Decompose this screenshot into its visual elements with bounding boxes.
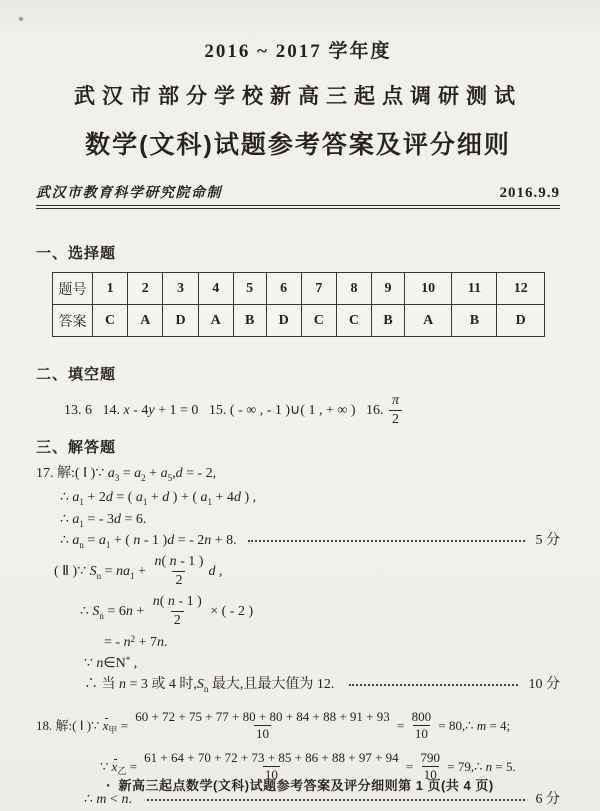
issue-date: 2016.9.9 bbox=[499, 185, 560, 201]
math-variable: S bbox=[89, 563, 97, 579]
math-text: - 1 ) bbox=[140, 533, 168, 548]
math-variable: n bbox=[154, 554, 162, 569]
fraction-numerator bbox=[419, 750, 443, 766]
math-variable: a bbox=[72, 490, 80, 505]
math-text: = bbox=[393, 717, 408, 733]
math-variable: S bbox=[196, 677, 204, 692]
answer-cell: C bbox=[301, 305, 336, 337]
dotted-leader bbox=[349, 684, 518, 686]
fraction-denominator bbox=[254, 725, 271, 742]
fraction-denominator bbox=[172, 571, 185, 589]
math-text: = 79,∴ bbox=[444, 758, 486, 774]
fraction-denominator bbox=[171, 611, 184, 629]
answer-row bbox=[53, 305, 545, 337]
issuer-row bbox=[36, 182, 560, 202]
fraction-numerator bbox=[150, 594, 205, 611]
math-text: = - bbox=[104, 635, 124, 650]
q17-line-7 bbox=[104, 633, 560, 653]
math-text: 2 bbox=[391, 412, 399, 427]
math-text: + bbox=[134, 563, 150, 579]
math-subscript: 1 bbox=[79, 519, 84, 529]
math-text: 61 + 64 + 70 + 72 + 73 + 85 + 86 + 88 + 97 + 94 bbox=[144, 750, 399, 765]
fraction-numerator bbox=[389, 393, 402, 410]
math-variable: n bbox=[169, 554, 177, 569]
answer-cell: D bbox=[497, 305, 545, 337]
math-text: 2 bbox=[173, 613, 181, 628]
math-text: , bbox=[130, 656, 138, 671]
answer-cell: A bbox=[128, 305, 163, 337]
title-school-year: 2016 ~ 2017 学年度 bbox=[204, 41, 392, 62]
section-fill-heading: 二、填空题 bbox=[36, 366, 117, 383]
math-text: + bbox=[132, 603, 148, 619]
math-text: - 1 ) bbox=[174, 594, 202, 609]
q17-line-4 bbox=[60, 531, 560, 551]
math-variable: na bbox=[116, 563, 131, 579]
math-subscript: n bbox=[96, 570, 102, 581]
row-label-cell: 题号 bbox=[53, 273, 93, 305]
solution-q18 bbox=[36, 707, 560, 810]
math-overbar-variable: x bbox=[112, 757, 118, 777]
question-number-cell: 5 bbox=[233, 273, 266, 305]
answer-cell: C bbox=[336, 305, 371, 337]
fill-answers-line bbox=[64, 391, 560, 430]
answer-cell: A bbox=[198, 305, 233, 337]
fraction-numerator bbox=[133, 709, 391, 725]
fraction-denominator bbox=[413, 725, 430, 742]
math-text: 2 bbox=[175, 573, 183, 588]
answer-cell: C bbox=[93, 305, 128, 337]
math-subscript: n bbox=[203, 684, 209, 694]
footer-text: 新高三起点数学(文科)试题参考答案及评分细则第 1 页(共 4 页) bbox=[118, 778, 494, 793]
math-variable: d bbox=[167, 533, 175, 548]
math-subscript: 乙 bbox=[117, 765, 127, 776]
math-variable: a bbox=[160, 466, 168, 481]
math-overbar-variable: x bbox=[103, 716, 109, 736]
math-text: × ( - 2 ) bbox=[206, 603, 254, 619]
math-variable: a bbox=[107, 466, 115, 481]
math-text: 790 bbox=[420, 750, 440, 765]
q17-line-9 bbox=[84, 675, 560, 695]
fraction bbox=[133, 709, 391, 742]
math-text: = 4; bbox=[486, 717, 511, 733]
question-number-row bbox=[53, 273, 545, 305]
row-label-cell: 答案 bbox=[53, 305, 93, 337]
math-subscript: 1 bbox=[105, 540, 111, 550]
math-text: 18. 解:( Ⅰ )∵ bbox=[36, 717, 103, 733]
answer-cell: B bbox=[372, 305, 405, 337]
math-subscript: 5 bbox=[167, 473, 173, 483]
math-text: ) , bbox=[240, 490, 257, 505]
math-variable: a bbox=[72, 512, 80, 527]
fraction-denominator bbox=[389, 410, 402, 428]
question-number-cell: 11 bbox=[452, 273, 497, 305]
math-text: + 1 = 0 15. ( - ∞ , - 1 )∪( 1 , + ∞ ) 16. bbox=[154, 402, 387, 418]
math-text: = bbox=[83, 533, 99, 548]
math-text: + 8. bbox=[211, 533, 241, 548]
math-subscript: 2 bbox=[141, 473, 146, 483]
math-text: = - 3 bbox=[83, 512, 114, 527]
math-text: = bbox=[117, 717, 132, 733]
math-text: 最大,且最大值为 12. bbox=[208, 677, 342, 692]
math-variable: n bbox=[121, 792, 129, 807]
answer-cell: B bbox=[452, 305, 497, 337]
math-variable: n bbox=[167, 594, 175, 609]
fraction bbox=[389, 393, 402, 428]
math-text: = bbox=[126, 758, 141, 774]
math-text: ∴ bbox=[80, 603, 93, 619]
math-variable: m bbox=[476, 717, 487, 733]
question-number-cell: 6 bbox=[266, 273, 301, 305]
math-text: = - 2 bbox=[174, 533, 205, 548]
math-text: = 6. bbox=[120, 512, 147, 527]
math-text: 10 bbox=[264, 767, 278, 782]
math-text: = 3 或 4 时, bbox=[126, 677, 197, 692]
math-text: ∈N bbox=[103, 656, 126, 671]
math-subscript: 1 bbox=[142, 497, 148, 507]
math-subscript: n bbox=[79, 540, 84, 550]
issuer-text: 武汉市教育科学研究院命制 bbox=[36, 186, 222, 201]
math-text: ∴ bbox=[60, 512, 73, 527]
math-superscript: 2 bbox=[130, 634, 136, 644]
math-text: ( Ⅱ )∵ bbox=[54, 563, 90, 579]
choice-answer-table bbox=[52, 272, 545, 337]
page-footer bbox=[0, 775, 600, 794]
math-text: ∴ bbox=[60, 533, 73, 548]
math-variable: n bbox=[123, 635, 131, 650]
title-test-name: 武汉市部分学校新高三起点调研测试 bbox=[74, 84, 522, 108]
math-text: = 5. bbox=[492, 758, 516, 774]
math-text: 800 bbox=[411, 709, 432, 724]
math-text: = bbox=[101, 563, 117, 579]
math-variable: n bbox=[156, 635, 164, 650]
math-variable: d bbox=[162, 490, 170, 505]
math-text: 10 bbox=[423, 767, 437, 782]
math-variable: n bbox=[119, 677, 126, 692]
dotted-leader bbox=[248, 540, 525, 542]
q18-line-1 bbox=[36, 707, 560, 744]
math-text: + 4 bbox=[212, 490, 234, 505]
fraction bbox=[410, 709, 434, 742]
math-text: 10 bbox=[256, 726, 270, 741]
math-variable: a bbox=[72, 533, 80, 548]
math-text: < bbox=[106, 792, 122, 807]
question-number-cell: 10 bbox=[404, 273, 451, 305]
math-text: + 7 bbox=[135, 635, 157, 650]
footer-bullet-icon: ● bbox=[106, 782, 111, 789]
math-variable: d bbox=[175, 466, 183, 481]
fraction bbox=[151, 554, 206, 589]
answer-cell: A bbox=[404, 305, 451, 337]
math-text: ∴ bbox=[60, 490, 73, 505]
dotted-leader bbox=[147, 799, 525, 801]
math-variable: a bbox=[98, 533, 106, 548]
math-text: = 80,∴ bbox=[435, 717, 477, 733]
math-subscript: 1 bbox=[79, 497, 84, 507]
choice-table-body bbox=[53, 273, 545, 337]
math-subscript: 1 bbox=[207, 497, 213, 507]
section-solve-heading: 三、解答题 bbox=[36, 439, 117, 456]
math-text: + bbox=[147, 490, 163, 505]
math-variable: d bbox=[233, 490, 241, 505]
math-text: - 1 ) bbox=[176, 554, 204, 569]
math-text: + ( bbox=[110, 533, 134, 548]
math-text: ∴ bbox=[84, 792, 97, 807]
answer-cell: D bbox=[163, 305, 198, 337]
solution-q17 bbox=[36, 464, 560, 695]
math-text: = 6 bbox=[103, 603, 126, 619]
question-number-cell: 9 bbox=[372, 273, 405, 305]
math-variable: n bbox=[485, 758, 493, 774]
question-number-cell: 8 bbox=[336, 273, 371, 305]
math-text: . bbox=[163, 635, 168, 650]
math-text: 60 + 72 + 75 + 77 + 80 + 80 + 84 + 88 + 91 + 93 bbox=[135, 709, 390, 724]
math-text: = bbox=[119, 466, 135, 481]
math-text: 6 分 bbox=[532, 792, 560, 807]
math-text: . bbox=[128, 792, 139, 807]
math-text: ∵ bbox=[84, 656, 97, 671]
math-variable: a bbox=[135, 490, 143, 505]
math-variable: d bbox=[105, 490, 113, 505]
header-rule bbox=[36, 205, 560, 209]
math-text: + bbox=[145, 466, 161, 481]
question-number-cell: 4 bbox=[198, 273, 233, 305]
question-number-cell: 1 bbox=[93, 273, 128, 305]
math-subscript: 甲 bbox=[108, 724, 118, 735]
answer-cell: D bbox=[266, 305, 301, 337]
math-text: ∵ bbox=[100, 758, 112, 774]
math-text: , bbox=[172, 466, 176, 481]
math-variable: n bbox=[125, 603, 133, 619]
q17-line-8 bbox=[84, 654, 560, 674]
question-number-cell: 7 bbox=[301, 273, 336, 305]
math-variable: y bbox=[148, 402, 155, 418]
math-variable: n bbox=[204, 533, 212, 548]
fraction-numerator bbox=[410, 709, 434, 725]
q17-line-2 bbox=[60, 488, 560, 508]
math-variable: x bbox=[123, 402, 130, 418]
math-variable: n bbox=[133, 533, 141, 548]
question-number-cell: 2 bbox=[128, 273, 163, 305]
math-variable: π bbox=[391, 393, 399, 408]
math-text: ∴ 当 bbox=[84, 677, 119, 692]
math-variable: n bbox=[96, 656, 104, 671]
math-variable: d bbox=[113, 512, 121, 527]
math-superscript: * bbox=[125, 655, 131, 665]
fraction bbox=[150, 594, 205, 629]
math-text: = bbox=[402, 758, 417, 774]
q17-line-6 bbox=[80, 592, 560, 631]
math-subscript: 3 bbox=[114, 473, 120, 483]
math-text: 10 分 bbox=[525, 677, 560, 692]
math-text: 5 分 bbox=[532, 533, 560, 548]
math-text: 10 bbox=[414, 726, 428, 741]
math-variable: m bbox=[96, 792, 107, 807]
math-variable: d bbox=[208, 563, 216, 579]
section-choice-heading: 一、选择题 bbox=[36, 245, 117, 262]
math-text: 13. 6 14. bbox=[64, 402, 124, 418]
title-document: 数学(文科)试题参考答案及评分细则 bbox=[85, 131, 511, 159]
math-variable: S bbox=[92, 603, 100, 619]
math-subscript: 1 bbox=[130, 570, 135, 581]
math-variable: a bbox=[134, 466, 142, 481]
question-number-cell: 3 bbox=[163, 273, 198, 305]
question-number-cell: 12 bbox=[497, 273, 545, 305]
math-text: = ( bbox=[112, 490, 136, 505]
math-text: ( bbox=[159, 594, 168, 609]
math-text: + 2 bbox=[83, 490, 106, 505]
fraction-numerator bbox=[151, 554, 206, 571]
math-text: 17. 解:( Ⅰ )∵ bbox=[36, 466, 108, 481]
q17-line-5 bbox=[54, 552, 560, 591]
math-text: ( bbox=[161, 554, 170, 569]
math-subscript: n bbox=[99, 610, 104, 621]
math-text: = - 2, bbox=[182, 466, 217, 481]
answer-cell: B bbox=[233, 305, 266, 337]
q17-line-3 bbox=[60, 510, 560, 530]
math-text: , bbox=[215, 563, 223, 579]
math-variable: a bbox=[200, 490, 208, 505]
math-text: - 4 bbox=[129, 402, 149, 418]
q17-line-1 bbox=[36, 464, 560, 484]
math-text: ) + ( bbox=[169, 490, 201, 505]
math-variable: n bbox=[152, 594, 160, 609]
fraction-numerator bbox=[142, 750, 400, 766]
